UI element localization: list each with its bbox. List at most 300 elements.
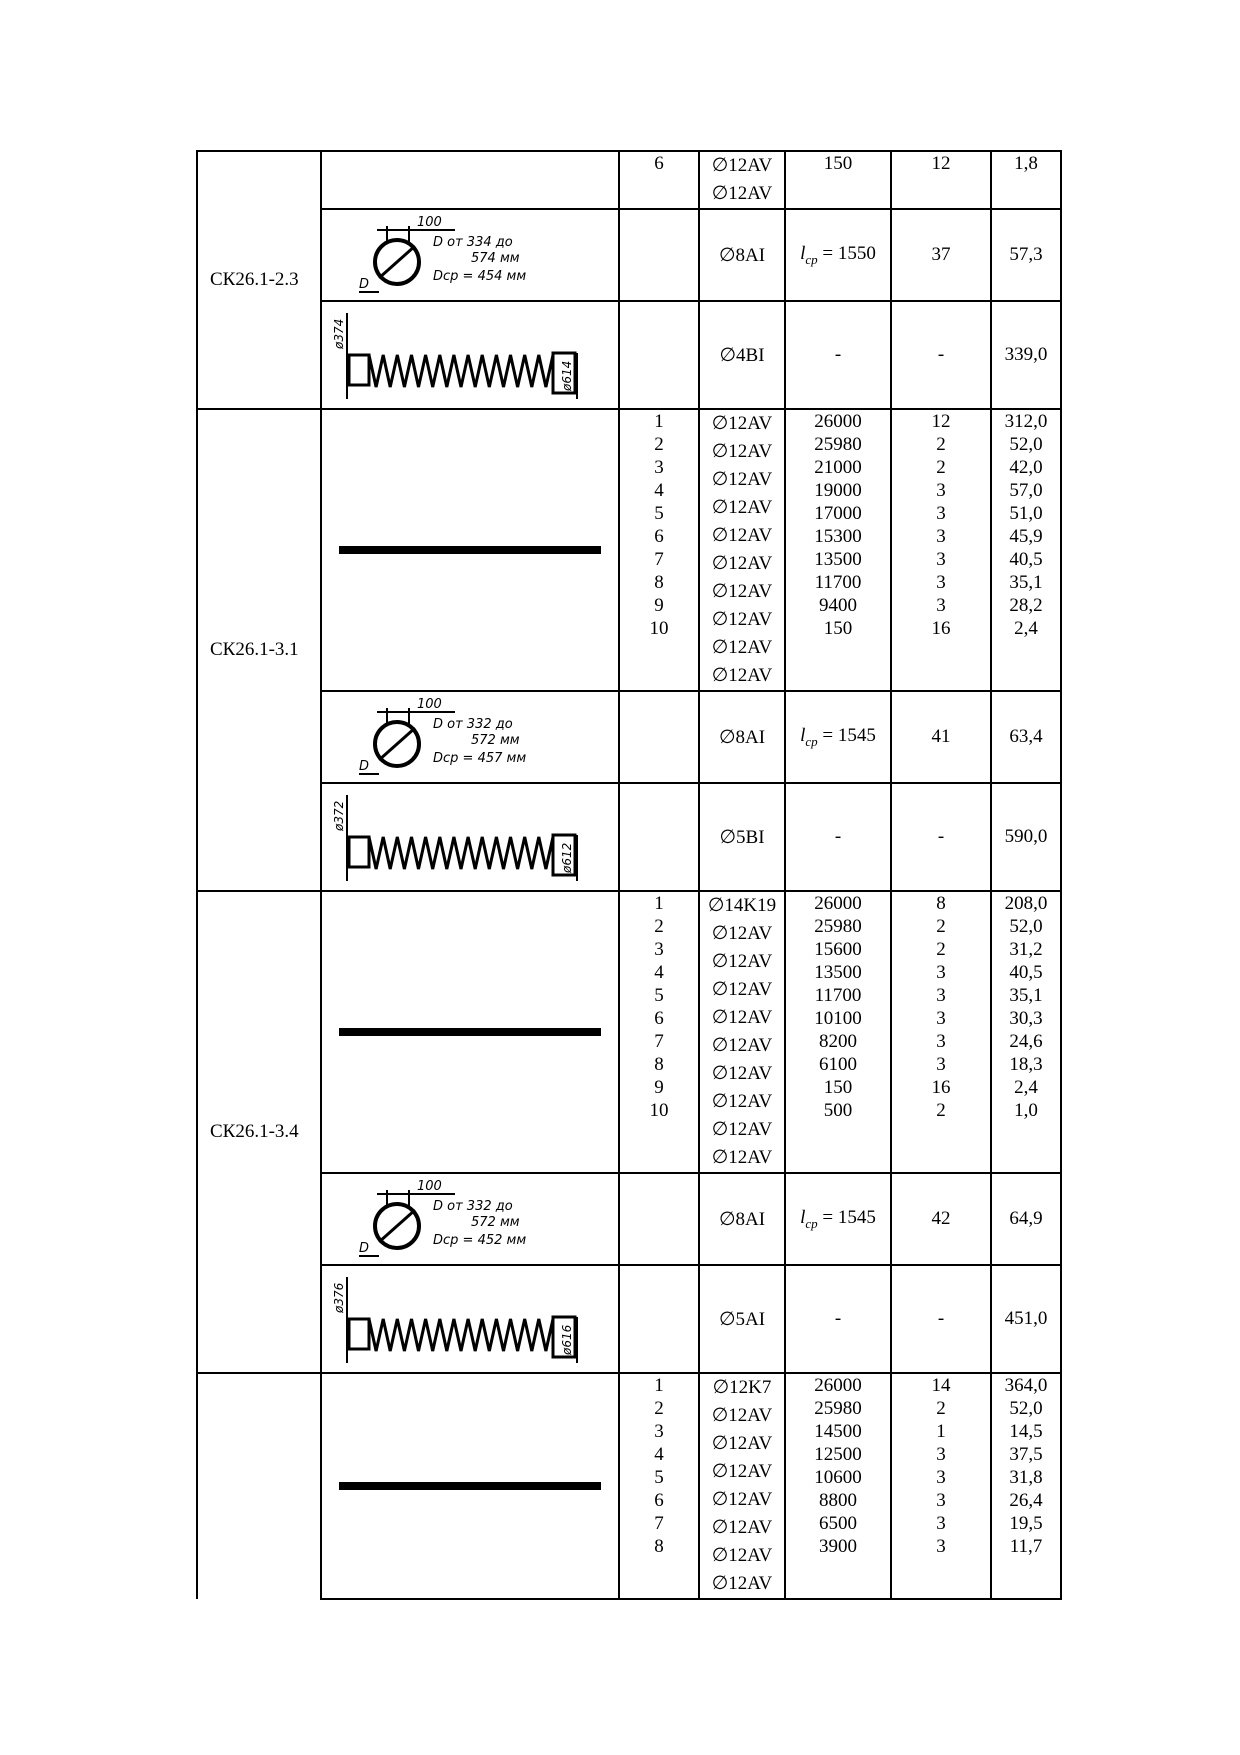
diameter-cell xyxy=(699,1265,785,1373)
length-value: 12500 xyxy=(814,1444,862,1465)
diameter-value: ∅12AV xyxy=(711,1545,773,1566)
table-row xyxy=(197,151,1061,209)
mass-value: 37,5 xyxy=(1009,1444,1043,1465)
length-value: 8800 xyxy=(819,1490,857,1511)
lcp-sub: cp xyxy=(805,251,818,267)
length-value: - xyxy=(834,826,842,847)
quantity-value: 2 xyxy=(936,1100,946,1121)
quantity-value: 3 xyxy=(936,503,946,524)
ring-diameter-line xyxy=(379,1210,415,1242)
quantity-value: 12 xyxy=(931,153,951,174)
quantity-list xyxy=(892,410,990,640)
mass-cell xyxy=(991,301,1061,409)
position-value: 3 xyxy=(654,939,664,960)
spiral-sketch-wrap xyxy=(322,1271,618,1367)
spiral-coils xyxy=(369,355,553,387)
diameter-cell xyxy=(699,691,785,783)
mark-cell xyxy=(197,1373,321,1599)
length-value: 26000 xyxy=(814,893,862,914)
mass-cell xyxy=(991,1265,1061,1373)
quantity-cell xyxy=(891,1373,991,1599)
diameter-cell xyxy=(699,209,785,301)
diameter-value: ∅12AV xyxy=(711,979,773,1000)
length-value: 25980 xyxy=(814,1398,862,1419)
length-cell xyxy=(785,783,891,891)
mass-value: 14,5 xyxy=(1009,1421,1043,1442)
length-cell xyxy=(785,151,891,209)
diameter-value: ∅8AI xyxy=(718,244,766,266)
table-row xyxy=(197,409,1061,691)
diameter-value: ∅12AV xyxy=(711,1035,773,1056)
length-list xyxy=(786,1374,890,1558)
position-value: 8 xyxy=(654,572,664,593)
diameter-value: ∅12AV xyxy=(711,553,773,574)
quantity-value: 3 xyxy=(936,1490,946,1511)
straight-bar-sketch xyxy=(339,1028,601,1036)
mark-cell xyxy=(197,891,321,1373)
mark-cell xyxy=(197,151,321,409)
sketch-cell xyxy=(321,783,619,891)
mass-value: 451,0 xyxy=(1004,1308,1048,1329)
quantity-value: 3 xyxy=(936,572,946,593)
quantity-value: 2 xyxy=(936,916,946,937)
lcp-label: l xyxy=(800,1206,806,1228)
position-cell xyxy=(619,151,699,209)
position-cell xyxy=(619,783,699,891)
lcp-sub: cp xyxy=(805,733,818,749)
length-cell xyxy=(785,1373,891,1599)
mass-value: 1,0 xyxy=(1014,1100,1038,1121)
mass-cell xyxy=(991,691,1061,783)
diameter-value: ∅12AV xyxy=(711,609,773,630)
quantity-cell xyxy=(891,891,991,1173)
sketch-cell xyxy=(321,301,619,409)
quantity-value: 8 xyxy=(936,893,946,914)
diameter-cell xyxy=(699,783,785,891)
position-value: 6 xyxy=(654,153,664,174)
quantity-cell xyxy=(891,209,991,301)
table-row xyxy=(197,783,1061,891)
table-row xyxy=(197,1373,1061,1599)
position-value: 10 xyxy=(649,618,669,639)
mass-value: 35,1 xyxy=(1009,572,1043,593)
sketch-cell xyxy=(321,209,619,301)
mass-value: 30,3 xyxy=(1009,1008,1043,1029)
ring-sketch-wrap xyxy=(322,212,618,298)
position-value: 1 xyxy=(654,411,664,432)
quantity-value: 3 xyxy=(936,526,946,547)
position-value: 6 xyxy=(654,526,664,547)
length-value: 150 xyxy=(823,618,853,639)
length-value: 13500 xyxy=(814,962,862,983)
length-value: 150 xyxy=(823,1077,853,1098)
spiral-sketch xyxy=(332,789,605,885)
mass-cell xyxy=(991,1373,1061,1599)
position-cell xyxy=(619,891,699,1173)
spiral-coils xyxy=(369,837,553,869)
spiral-sketch-wrap xyxy=(322,789,618,885)
diameter-value: ∅14K19 xyxy=(707,895,777,916)
lcp-label: l xyxy=(800,242,806,264)
outer-diameter-label: ø612 xyxy=(560,842,574,873)
mass-value: 2,4 xyxy=(1014,618,1038,639)
quantity-value: 1 xyxy=(936,1421,946,1442)
position-value: 5 xyxy=(654,503,664,524)
length-value: 6500 xyxy=(819,1513,857,1534)
diameter-value: ∅12AV xyxy=(711,1517,773,1538)
diameter-cell xyxy=(699,1173,785,1265)
mass-list xyxy=(992,152,1060,175)
sketch-cell xyxy=(321,891,619,1173)
position-value: 1 xyxy=(654,1375,664,1396)
length-value: 8200 xyxy=(819,1031,857,1052)
diameter-value: ∅12AV xyxy=(711,951,773,972)
diameter-value: ∅12AV xyxy=(711,1147,773,1168)
diameter-value: ∅12AV xyxy=(711,1573,773,1594)
mass-value: 57,3 xyxy=(1009,244,1043,265)
quantity-value: 3 xyxy=(936,985,946,1006)
quantity-value: 37 xyxy=(931,244,951,265)
table-row xyxy=(197,891,1061,1173)
quantity-value: 2 xyxy=(936,1398,946,1419)
mass-value: 28,2 xyxy=(1009,595,1043,616)
diameter-value: ∅12AV xyxy=(711,1405,773,1426)
diameter-value: ∅12K7 xyxy=(712,1377,772,1398)
quantity-cell xyxy=(891,783,991,891)
mass-value: 57,0 xyxy=(1009,480,1043,501)
length-value: 3900 xyxy=(819,1536,857,1557)
diameter-cell xyxy=(699,891,785,1173)
quantity-cell xyxy=(891,1173,991,1265)
mass-value: 40,5 xyxy=(1009,962,1043,983)
position-value: 1 xyxy=(654,893,664,914)
position-cell xyxy=(619,1173,699,1265)
sketch-cell xyxy=(321,1373,619,1599)
position-value: 2 xyxy=(654,916,664,937)
length-cell xyxy=(785,1173,891,1265)
diameter-value: ∅5BI xyxy=(719,826,765,848)
mass-value: 19,5 xyxy=(1009,1513,1043,1534)
spiral-start-end xyxy=(349,837,369,867)
position-cell xyxy=(619,1265,699,1373)
diameter-value: ∅12AV xyxy=(711,1119,773,1140)
d-label: D xyxy=(359,1241,370,1256)
length-cell xyxy=(785,209,891,301)
position-value: 4 xyxy=(654,480,664,501)
quantity-list xyxy=(892,892,990,1122)
quantity-value: 42 xyxy=(931,1208,951,1229)
table-row xyxy=(197,1173,1061,1265)
ring-sketch xyxy=(355,212,585,298)
mass-value: 18,3 xyxy=(1009,1054,1043,1075)
diameter-value: ∅12AV xyxy=(711,155,773,176)
dim-100-label: 100 xyxy=(417,697,442,712)
dim-100-label: 100 xyxy=(417,215,442,230)
mass-value: 52,0 xyxy=(1009,1398,1043,1419)
length-value: 14500 xyxy=(814,1421,862,1442)
length-value: - xyxy=(834,1308,842,1329)
table-row xyxy=(197,1265,1061,1373)
quantity-cell xyxy=(891,691,991,783)
mass-value: 590,0 xyxy=(1004,826,1048,847)
quantity-value: 14 xyxy=(931,1375,951,1396)
position-list xyxy=(620,152,698,175)
diameter-list xyxy=(700,1374,784,1598)
quantity-value: 2 xyxy=(936,434,946,455)
diameter-range-label: D от 334 до xyxy=(433,235,513,250)
mass-value: 11,7 xyxy=(1009,1536,1043,1557)
sketch-cell xyxy=(321,151,619,209)
mass-value: 364,0 xyxy=(1004,1375,1048,1396)
quantity-value: - xyxy=(937,344,945,365)
position-cell xyxy=(619,409,699,691)
position-value: 2 xyxy=(654,434,664,455)
quantity-value: 3 xyxy=(936,480,946,501)
quantity-value: 2 xyxy=(936,939,946,960)
mass-value: 63,4 xyxy=(1009,726,1043,747)
quantity-value: 16 xyxy=(931,618,951,639)
table-row xyxy=(197,301,1061,409)
quantity-value: 3 xyxy=(936,1536,946,1557)
quantity-cell xyxy=(891,409,991,691)
mass-value: 26,4 xyxy=(1009,1490,1043,1511)
lcp-label: l xyxy=(800,724,806,746)
length-value: 21000 xyxy=(814,457,862,478)
ring-diameter-line xyxy=(379,728,415,760)
diameter-cell xyxy=(699,151,785,209)
position-cell xyxy=(619,301,699,409)
position-value: 8 xyxy=(654,1536,664,1557)
diameter-range-end-label: 572 мм xyxy=(471,733,520,748)
mass-value: 339,0 xyxy=(1004,344,1048,365)
quantity-value: 3 xyxy=(936,595,946,616)
position-value: 4 xyxy=(654,1444,664,1465)
mass-value: 2,4 xyxy=(1014,1077,1038,1098)
quantity-value: - xyxy=(937,1308,945,1329)
inner-diameter-label: ø372 xyxy=(332,800,346,831)
quantity-value: - xyxy=(937,826,945,847)
lcp-sub: cp xyxy=(805,1215,818,1231)
mass-value: 24,6 xyxy=(1009,1031,1043,1052)
table-row xyxy=(197,691,1061,783)
length-cell xyxy=(785,891,891,1173)
product-mark: СК26.1-3.1 xyxy=(210,639,299,660)
spiral-start-end xyxy=(349,1319,369,1349)
position-value: 8 xyxy=(654,1054,664,1075)
diameter-range-label: D от 332 до xyxy=(433,717,513,732)
length-value: 25980 xyxy=(814,434,862,455)
diameter-value: ∅12AV xyxy=(711,469,773,490)
d-label: D xyxy=(359,759,370,774)
mass-value: 208,0 xyxy=(1004,893,1048,914)
mass-cell xyxy=(991,783,1061,891)
length-value: 13500 xyxy=(814,549,862,570)
ring-sketch-wrap xyxy=(322,1176,618,1262)
mass-cell xyxy=(991,891,1061,1173)
mean-diameter-label: Dср = 452 мм xyxy=(433,1233,527,1248)
length-cell xyxy=(785,691,891,783)
length-value: 10100 xyxy=(814,1008,862,1029)
quantity-value: 3 xyxy=(936,1031,946,1052)
spiral-coils xyxy=(369,1319,553,1351)
sketch-cell xyxy=(321,691,619,783)
sketch-cell xyxy=(321,1173,619,1265)
position-list xyxy=(620,410,698,640)
position-cell xyxy=(619,1373,699,1599)
diameter-value: ∅12AV xyxy=(711,665,773,686)
quantity-value: 3 xyxy=(936,1054,946,1075)
diameter-cell xyxy=(699,409,785,691)
mass-value: 40,5 xyxy=(1009,549,1043,570)
quantity-value: 2 xyxy=(936,457,946,478)
d-label: D xyxy=(359,277,370,292)
quantity-value: 3 xyxy=(936,1444,946,1465)
lcp-value: = 1550 xyxy=(822,242,876,264)
spiral-sketch-wrap xyxy=(322,307,618,403)
mean-diameter-label: Dср = 454 мм xyxy=(433,269,527,284)
quantity-value: 41 xyxy=(931,726,951,747)
diameter-value: ∅12AV xyxy=(711,1007,773,1028)
position-list xyxy=(620,892,698,1122)
mass-value: 312,0 xyxy=(1004,411,1048,432)
diameter-value: ∅12AV xyxy=(711,183,773,204)
position-value: 6 xyxy=(654,1008,664,1029)
diameter-value: ∅12AV xyxy=(711,497,773,518)
position-value: 5 xyxy=(654,985,664,1006)
mass-value: 52,0 xyxy=(1009,434,1043,455)
length-value: 15300 xyxy=(814,526,862,547)
diameter-value: ∅12AV xyxy=(711,581,773,602)
diameter-list xyxy=(700,152,784,208)
diameter-list xyxy=(700,892,784,1172)
quantity-list xyxy=(892,1374,990,1558)
mass-value: 31,8 xyxy=(1009,1467,1043,1488)
straight-bar-sketch xyxy=(339,1482,601,1490)
spiral-start-end xyxy=(349,355,369,385)
length-list xyxy=(786,152,890,175)
diameter-cell xyxy=(699,1373,785,1599)
length-value: 9400 xyxy=(819,595,857,616)
position-value: 6 xyxy=(654,1490,664,1511)
length-list xyxy=(786,892,890,1122)
quantity-cell xyxy=(891,1265,991,1373)
mass-list xyxy=(992,892,1060,1122)
mass-list xyxy=(992,1374,1060,1558)
ring-sketch-wrap xyxy=(322,694,618,780)
length-value: 10600 xyxy=(814,1467,862,1488)
position-value: 10 xyxy=(649,1100,669,1121)
position-value: 9 xyxy=(654,595,664,616)
length-value: 19000 xyxy=(814,480,862,501)
mass-cell xyxy=(991,151,1061,209)
mean-diameter-label: Dср = 457 мм xyxy=(433,751,527,766)
position-value: 7 xyxy=(654,1513,664,1534)
quantity-value: 16 xyxy=(931,1077,951,1098)
diameter-value: ∅12AV xyxy=(711,637,773,658)
mass-value: 64,9 xyxy=(1009,1208,1043,1229)
sketch-cell xyxy=(321,1265,619,1373)
outer-diameter-label: ø614 xyxy=(560,360,574,391)
position-value: 4 xyxy=(654,962,664,983)
diameter-value: ∅12AV xyxy=(711,1433,773,1454)
mass-value: 51,0 xyxy=(1009,503,1043,524)
diameter-value: ∅12AV xyxy=(711,1461,773,1482)
sketch-cell xyxy=(321,409,619,691)
diameter-value: ∅12AV xyxy=(711,1489,773,1510)
product-mark: СК26.1-3.4 xyxy=(210,1121,299,1142)
lcp-value: = 1545 xyxy=(822,1206,876,1228)
outer-diameter-label: ø616 xyxy=(560,1324,574,1355)
mass-cell xyxy=(991,409,1061,691)
diameter-value: ∅8AI xyxy=(718,1208,766,1230)
length-value: 17000 xyxy=(814,503,862,524)
length-value: - xyxy=(834,344,842,365)
length-cell xyxy=(785,1265,891,1373)
length-value: 11700 xyxy=(814,985,862,1006)
diameter-range-end-label: 572 мм xyxy=(471,1215,520,1230)
lcp-value: = 1545 xyxy=(822,724,876,746)
position-value: 3 xyxy=(654,457,664,478)
mass-value: 35,1 xyxy=(1009,985,1043,1006)
mass-value: 31,2 xyxy=(1009,939,1043,960)
mass-list xyxy=(992,410,1060,640)
reinforcement-specification-table xyxy=(196,150,1062,1600)
position-value: 9 xyxy=(654,1077,664,1098)
length-list xyxy=(786,410,890,640)
quantity-value: 3 xyxy=(936,1008,946,1029)
inner-diameter-label: ø376 xyxy=(332,1282,346,1313)
quantity-cell xyxy=(891,151,991,209)
ring-sketch xyxy=(355,1176,585,1262)
ring-diameter-line xyxy=(379,246,415,278)
length-value: 11700 xyxy=(814,572,862,593)
quantity-value: 3 xyxy=(936,549,946,570)
mass-cell xyxy=(991,209,1061,301)
mark-cell xyxy=(197,409,321,891)
mass-value: 42,0 xyxy=(1009,457,1043,478)
position-value: 5 xyxy=(654,1467,664,1488)
position-value: 7 xyxy=(654,1031,664,1052)
spiral-sketch xyxy=(332,307,605,403)
length-cell xyxy=(785,409,891,691)
diameter-value: ∅12AV xyxy=(711,413,773,434)
diameter-value: ∅12AV xyxy=(711,441,773,462)
diameter-value: ∅5AI xyxy=(718,1308,766,1330)
diameter-value: ∅12AV xyxy=(711,1091,773,1112)
quantity-value: 12 xyxy=(931,411,951,432)
quantity-value: 3 xyxy=(936,1513,946,1534)
diameter-value: ∅4BI xyxy=(719,344,765,366)
length-value: 500 xyxy=(823,1100,853,1121)
quantity-value: 3 xyxy=(936,1467,946,1488)
diameter-range-label: D от 332 до xyxy=(433,1199,513,1214)
quantity-cell xyxy=(891,301,991,409)
diameter-cell xyxy=(699,301,785,409)
length-value: 25980 xyxy=(814,916,862,937)
position-value: 2 xyxy=(654,1398,664,1419)
length-value: 26000 xyxy=(814,1375,862,1396)
mass-value: 1,8 xyxy=(1014,153,1038,174)
straight-bar-sketch xyxy=(339,546,601,554)
position-value: 3 xyxy=(654,1421,664,1442)
position-list xyxy=(620,1374,698,1558)
mass-cell xyxy=(991,1173,1061,1265)
mass-value: 52,0 xyxy=(1009,916,1043,937)
diameter-value: ∅12AV xyxy=(711,525,773,546)
product-mark: СК26.1-2.3 xyxy=(210,269,299,290)
diameter-value: ∅8AI xyxy=(718,726,766,748)
diameter-value: ∅12AV xyxy=(711,923,773,944)
